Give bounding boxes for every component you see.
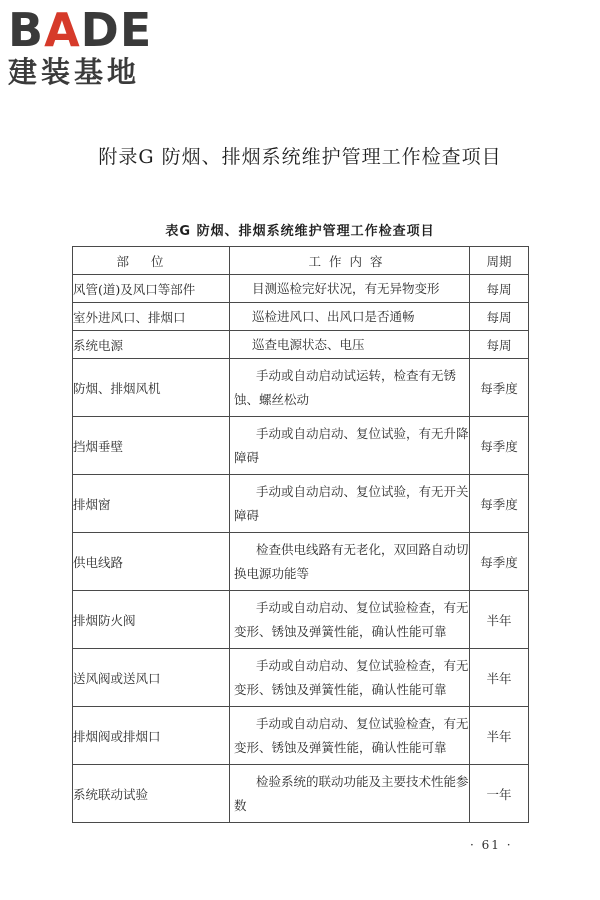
header-part: 部位 — [73, 247, 230, 275]
row-period: 每周 — [470, 275, 529, 303]
row-part: 挡烟垂壁 — [73, 417, 230, 475]
row-period: 每周 — [470, 331, 529, 359]
row-content: 巡查电源状态、电压 — [230, 331, 470, 359]
header-content: 工作内容 — [230, 247, 470, 275]
header-period: 周期 — [470, 247, 529, 275]
table-row — [73, 417, 529, 475]
row-part: 排烟窗 — [73, 475, 230, 533]
table-row — [73, 533, 529, 591]
row-content: 手动或自动启动、复位试验检查，有无变形、锈蚀及弹簧性能，确认性能可靠 — [230, 591, 470, 649]
row-content: 目测巡检完好状况，有无异物变形 — [230, 275, 470, 303]
table-row — [73, 707, 529, 765]
row-content: 手动或自动启动、复位试验检查，有无变形、锈蚀及弹簧性能，确认性能可靠 — [230, 649, 470, 707]
row-part: 送风阀或送风口 — [73, 649, 230, 707]
row-content: 检验系统的联动功能及主要技术性能参数 — [230, 765, 470, 823]
row-period: 一年 — [470, 765, 529, 823]
brand-logo — [8, 3, 178, 89]
row-part: 风管(道)及风口等部件 — [73, 275, 230, 303]
row-part: 排烟阀或排烟口 — [73, 707, 230, 765]
row-period: 每季度 — [470, 417, 529, 475]
row-content: 检查供电线路有无老化，双回路自动切换电源功能等 — [230, 533, 470, 591]
page-number: · 61 · — [470, 838, 513, 852]
row-part: 防烟、排烟风机 — [73, 359, 230, 417]
row-content: 手动或自动启动、复位试验，有无开关障碍 — [230, 475, 470, 533]
row-part: 供电线路 — [73, 533, 230, 591]
maintenance-table — [72, 246, 529, 823]
table-row — [73, 475, 529, 533]
row-content: 手动或自动启动试运转，检查有无锈蚀、螺丝松动 — [230, 359, 470, 417]
row-period: 每季度 — [470, 533, 529, 591]
row-content: 巡检进风口、出风口是否通畅 — [230, 303, 470, 331]
row-content: 手动或自动启动、复位试验检查，有无变形、锈蚀及弹簧性能，确认性能可靠 — [230, 707, 470, 765]
row-part: 系统联动试验 — [73, 765, 230, 823]
table-header-row — [73, 247, 529, 275]
table-caption: 表G 防烟、排烟系统维护管理工作检查项目 — [165, 224, 435, 239]
logo-wordmark — [8, 3, 178, 57]
table-row — [73, 591, 529, 649]
table-row — [73, 303, 529, 331]
row-period: 每季度 — [470, 359, 529, 417]
appendix-title: 附录G 防烟、排烟系统维护管理工作检查项目 — [98, 146, 502, 168]
row-period: 半年 — [470, 591, 529, 649]
row-part: 排烟防火阀 — [73, 591, 230, 649]
row-part: 系统电源 — [73, 331, 230, 359]
row-content: 手动或自动启动、复位试验，有无升降障碍 — [230, 417, 470, 475]
row-period: 半年 — [470, 707, 529, 765]
row-period: 半年 — [470, 649, 529, 707]
logo-letters-de: DE — [80, 3, 153, 57]
table-row — [73, 765, 529, 823]
table-row — [73, 275, 529, 303]
row-period: 每周 — [470, 303, 529, 331]
row-part: 室外进风口、排烟口 — [73, 303, 230, 331]
row-period: 每季度 — [470, 475, 529, 533]
table-row — [73, 331, 529, 359]
logo-letter-a: A — [44, 3, 81, 57]
table-row — [73, 359, 529, 417]
logo-chinese-name: 建装基地 — [8, 55, 141, 89]
logo-letter-b: B — [8, 3, 45, 57]
table-row — [73, 649, 529, 707]
